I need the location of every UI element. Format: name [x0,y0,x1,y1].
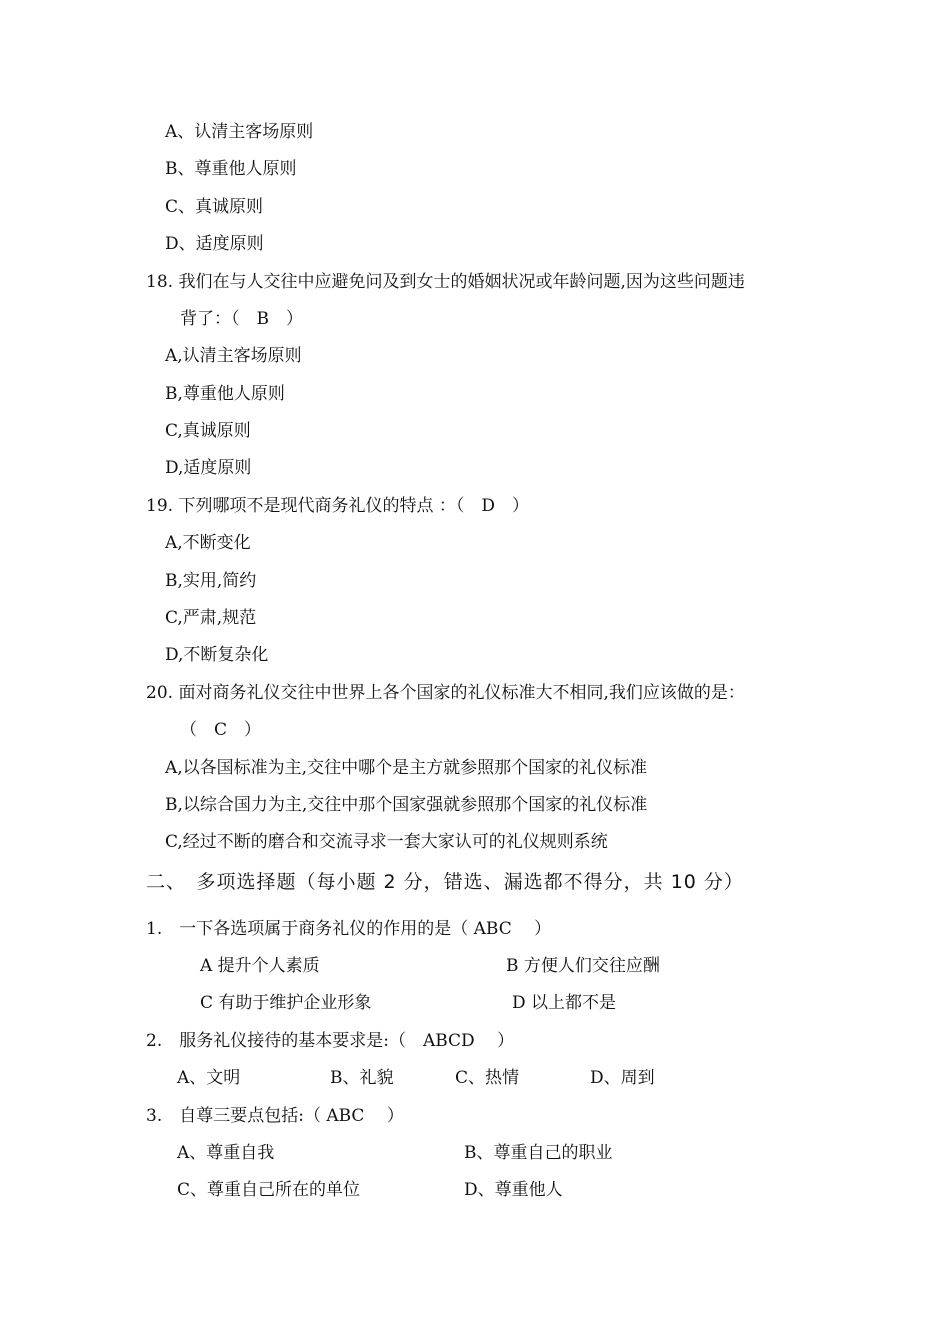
q17-option-d: D、适度原则 [165,234,264,254]
q19-text: 19. 下列哪项不是现代商务礼仪的特点 ：（ D ） [146,496,529,516]
m3-option-c: C、尊重自己所在的单位 [177,1180,361,1200]
q17-option-a: A、认清主客场原则 [165,122,314,142]
m2-text: 2. 服务礼仪接待的基本要求是:（ ABCD ） [146,1031,515,1051]
q20-option-b: B,以综合国力为主,交往中那个国家强就参照那个国家的礼仪标准 [165,795,648,815]
m3-option-a: A、尊重自我 [177,1143,275,1163]
q18-text-cont: 背了：（ B ） [180,309,303,329]
q18-option-a: A,认清主客场原则 [165,346,302,366]
m3-option-d: D、尊重他人 [464,1180,563,1200]
q18-option-c: C,真诚原则 [165,421,251,441]
m1-option-a: A 提升个人素质 [200,956,320,976]
q18-text: 18. 我们在与人交往中应避免问及到女士的婚姻状况或年龄问题,因为这些问题违 [146,272,745,292]
m1-text: 1. 一下各选项属于商务礼仪的作用的是（ ABC ） [146,919,552,939]
q17-option-b: B、尊重他人原则 [165,159,297,179]
m2-option-d: D、周到 [590,1068,655,1088]
m3-option-b: B、尊重自己的职业 [464,1143,613,1163]
m3-text: 3. 自尊三要点包括:（ ABC ） [146,1106,404,1126]
q17-option-c: C、真诚原则 [165,197,264,217]
q20-text-cont: （ C ） [180,720,262,740]
m1-option-d: D 以上都不是 [512,993,617,1013]
q19-option-a: A,不断变化 [165,533,251,553]
q18-option-d: D,适度原则 [165,458,252,478]
q19-option-b: B,实用,简约 [165,571,257,591]
q20-option-a: A,以各国标准为主,交往中哪个是主方就参照那个国家的礼仪标准 [165,758,648,778]
m2-option-a: A、文明 [177,1068,241,1088]
m1-option-b: B 方便人们交往应酬 [506,956,660,976]
m2-option-b: B、礼貌 [330,1068,394,1088]
m2-option-c: C、热情 [455,1068,520,1088]
q20-text: 20. 面对商务礼仪交往中世界上各个国家的礼仪标准大不相同,我们应该做的是： [146,683,745,703]
q18-option-b: B,尊重他人原则 [165,384,285,404]
q20-option-c: C,经过不断的磨合和交流寻求一套大家认可的礼仪规则系统 [165,832,608,852]
m1-option-c: C 有助于维护企业形象 [200,993,372,1013]
q19-option-d: D,不断复杂化 [165,645,269,665]
q19-option-c: C,严肃,规范 [165,608,257,628]
section-heading: 二、 多项选择题（每小题 2 分，错选、漏选都不得分，共 10 分） [146,871,744,893]
